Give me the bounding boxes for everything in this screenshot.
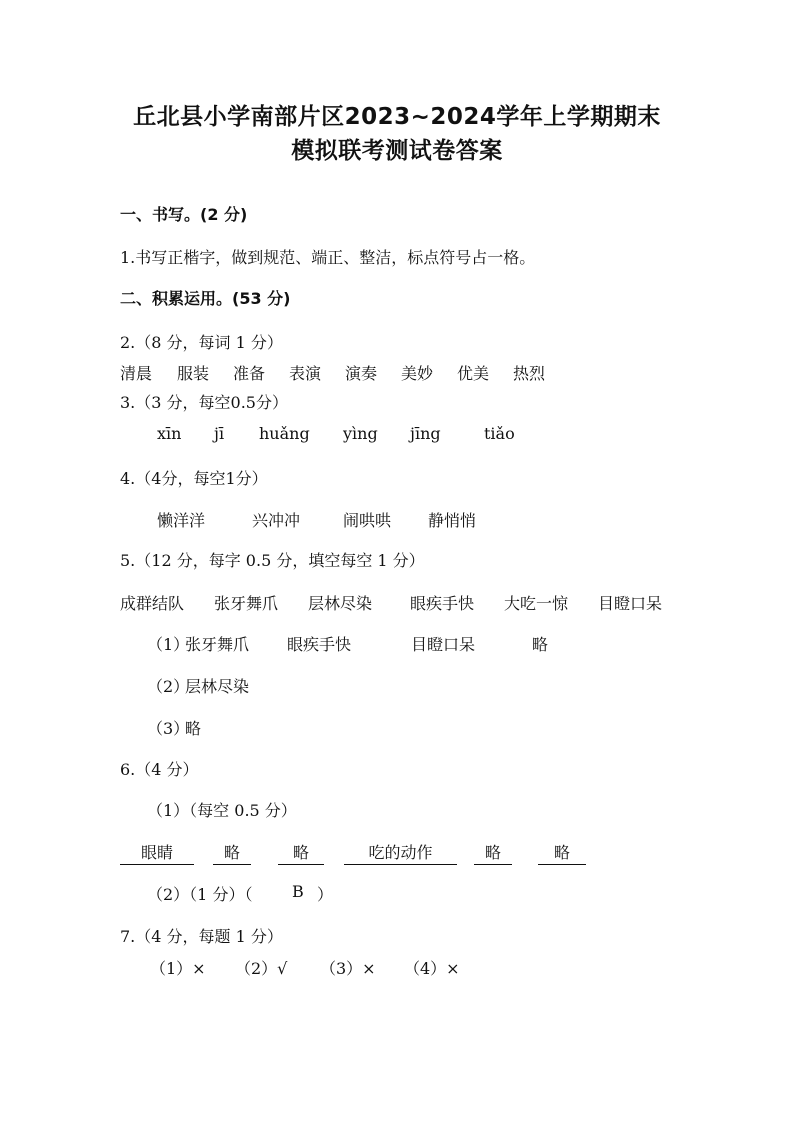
- title-line-1: 丘北县小学南部片区2023~2024学年上学期期末: [133, 104, 661, 130]
- q4-word: 懒洋洋: [157, 511, 206, 530]
- q5-idiom: 大吃一惊: [504, 594, 569, 613]
- q2-word: 服装: [177, 364, 210, 383]
- q4-word: 闹哄哄: [343, 511, 392, 530]
- q7-answer: （3）×: [320, 959, 376, 978]
- q5-idiom: 张牙舞爪: [214, 594, 279, 613]
- q2-word: 优美: [457, 364, 490, 383]
- q7-label: 7.（4 分，每题 1 分）: [120, 927, 283, 946]
- q6-sub-2-close: ）: [317, 885, 334, 904]
- q3-pinyin: jīng: [410, 424, 441, 443]
- q6-blank: 吃的动作: [344, 840, 457, 865]
- title-line-2: 模拟联考测试卷答案: [291, 138, 503, 164]
- q3-pinyin: jī: [214, 424, 225, 443]
- q5-sub-3-answer: 略: [185, 719, 202, 738]
- q6-sub-2-answer: B: [292, 882, 304, 901]
- q7-answer: （2）√: [235, 959, 288, 978]
- q5-sub-1-answer: 略: [532, 635, 549, 654]
- q6-blanks-row: [120, 840, 600, 862]
- q5-sub-1-answer: 眼疾手快: [287, 635, 352, 654]
- q5-idiom: 眼疾手快: [410, 594, 475, 613]
- q6-blank: 略: [538, 840, 586, 865]
- q5-sub-1-answer: 目瞪口呆: [411, 635, 476, 654]
- q7-answer: （4）×: [404, 959, 460, 978]
- q6-sub-1-label: （1）（每空 0.5 分）: [147, 801, 297, 820]
- section-1-heading: 一、书写。(2 分): [120, 205, 248, 224]
- q5-sub-1-answer: 张牙舞爪: [185, 635, 250, 654]
- q7-answer: （1）×: [150, 959, 206, 978]
- section-1-item-1: 1.书写正楷字，做到规范、端正、整洁，标点符号占一格。: [120, 248, 536, 267]
- q6-sub-2-label: （2）（1 分）（: [147, 885, 253, 904]
- q4-label: 4.（4分，每空1分）: [120, 469, 268, 488]
- section-2-heading: 二、积累运用。(53 分): [120, 289, 291, 308]
- q6-blank: 略: [278, 840, 324, 865]
- q6-blank: 眼睛: [120, 840, 194, 865]
- q4-word: 兴冲冲: [252, 511, 301, 530]
- q2-word: 美妙: [401, 364, 434, 383]
- q5-idiom: 成群结队: [120, 594, 185, 613]
- q2-label: 2.（8 分，每词 1 分）: [120, 333, 283, 352]
- q5-sub-2-number: （2）: [147, 677, 190, 696]
- q2-word: 清晨: [120, 364, 153, 383]
- q2-word: 准备: [233, 364, 266, 383]
- q5-sub-1-number: （1）: [147, 635, 190, 654]
- q3-pinyin: yìng: [343, 424, 378, 443]
- q5-sub-3-number: （3）: [147, 719, 190, 738]
- q5-label: 5.（12 分，每字 0.5 分，填空每空 1 分）: [120, 551, 425, 570]
- q5-sub-2-answer: 层林尽染: [185, 677, 250, 696]
- q2-word: 表演: [289, 364, 322, 383]
- q6-label: 6.（4 分）: [120, 760, 199, 779]
- q3-pinyin: xīn: [157, 424, 182, 443]
- q3-pinyin: tiǎo: [484, 424, 515, 443]
- q3-pinyin: huǎng: [259, 424, 310, 443]
- q5-idiom: 目瞪口呆: [598, 594, 663, 613]
- q2-word: 演奏: [345, 364, 378, 383]
- q6-blank: 略: [213, 840, 251, 865]
- q6-blank: 略: [474, 840, 512, 865]
- q5-idiom: 层林尽染: [308, 594, 373, 613]
- q2-word: 热烈: [513, 364, 546, 383]
- q3-label: 3.（3 分，每空0.5分）: [120, 393, 288, 412]
- q4-word: 静悄悄: [428, 511, 477, 530]
